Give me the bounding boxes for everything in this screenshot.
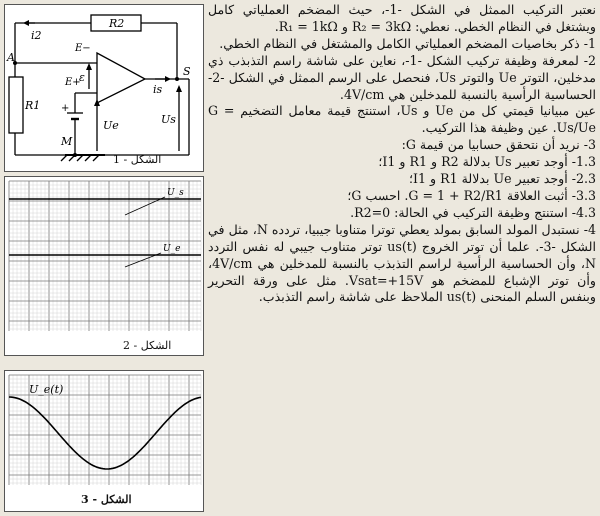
label-us: Us	[161, 113, 176, 126]
exercise-text	[208, 2, 596, 514]
label-e-plus: E+	[65, 77, 81, 88]
label-e-minus: E−	[75, 43, 91, 54]
label-trace-ue: U_e	[163, 244, 181, 254]
circuit-diagram	[5, 5, 205, 173]
label-s: S	[183, 65, 191, 78]
oscilloscope-screen-2	[5, 177, 205, 357]
paragraph-q3-2: 2.3- أوجد تعبير Ue بدلالة R1 و I1؛	[409, 171, 596, 187]
label-m: M	[61, 135, 73, 148]
label-ue-t: U_e(t)	[29, 383, 64, 396]
label-r2: R2	[109, 17, 125, 30]
paragraph-q2: 2- لمعرفة وظيفة تركيب الشكل -1-، نعاين على شاشة راسم التذبذب ذي مدخلين، التوتر Ue والتوتر Us، فنحصل على الرسم الممثل في الشكل -2- الحساسية الرأسية بالنسبة للمدخلين هي 4V/cm.	[208, 52, 596, 102]
label-plus: +	[61, 103, 70, 114]
figure-2-caption: الشكل - 2	[123, 339, 172, 352]
opamp	[97, 53, 145, 103]
paragraph-q3-1: 1.3- أوجد تعبير Us بدلالة R2 و R1 و I1؛	[378, 154, 596, 170]
paragraph-q1: 1- ذكر بخاصيات المضخم العملياتي الكامل والمشتغل في النظام الخطي.	[219, 35, 596, 51]
figure-2	[4, 176, 204, 356]
label-r1: R1	[25, 99, 41, 112]
paragraph-q2-task: عين مبيانيا قيمتي كل من Ue و Us، استنتج قيمة معامل التضخيم G = Us/Ue. عين وظيفة هذا التركيب.	[208, 103, 596, 136]
figure-3-caption: الشكل - 3	[81, 493, 132, 506]
label-i2: i2	[31, 29, 42, 42]
label-is: is	[153, 83, 163, 96]
paragraph-q4: 4- نستبدل المولد السابق بمولد يعطي توترا متناوبا جيبيا، تردده N، مثل في الشكل -3-. علما أن توتر الخروج us(t) توتر متناوب جيبي له نفس التردد N، وأن الحساسية الرأسية لراسم التذبذب بالنسبة للمدخلين هي 4V/cm، وأن توتر الإشباع للمضخم هو Vsat=+15V. مثل على ورقة التحرير وبنفس السلم المنحنى us(t) الملاحظ على شاشة راسم التذبذب.	[208, 221, 597, 305]
label-a: A	[7, 51, 15, 64]
label-trace-us: U_s	[167, 188, 184, 198]
paragraph-q3: 3- نريد أن نتحقق حسابيا من قيمة G:	[401, 137, 596, 153]
paragraph-q3-4: 4.3- استنتج وظيفة التركيب في الحالة: R2=0.	[350, 204, 596, 220]
resistor-r1	[9, 77, 23, 133]
oscilloscope-screen-3	[5, 371, 205, 513]
paragraph-intro: نعتبر التركيب الممثل في الشكل -1-، حيث المضخم العملياتي كامل ويشتغل في النظام الخطي. نعطي: R₂ = 3kΩ و R₁ = 1kΩ.	[208, 2, 597, 34]
figure-1	[4, 4, 204, 172]
figure-1-caption: الشكل - 1	[113, 153, 162, 166]
label-ue: Ue	[103, 119, 119, 132]
paragraph-q3-3: 3.3- أثبت العلاقة G = 1 + R2/R1. احسب G؛	[347, 187, 596, 203]
label-epsilon: ε	[79, 71, 85, 84]
figure-3	[4, 370, 204, 512]
